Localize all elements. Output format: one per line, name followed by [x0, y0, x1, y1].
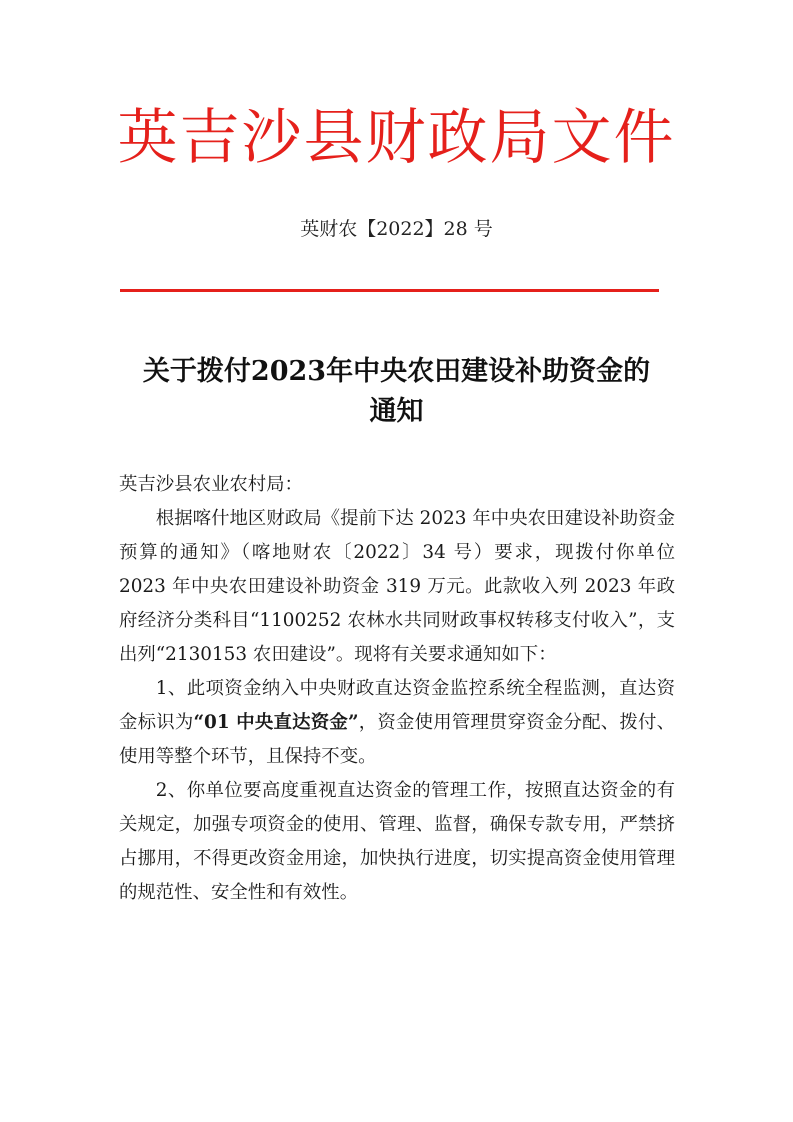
document-body: [119, 468, 675, 910]
document-number: 英财农【2022】28 号: [300, 218, 493, 240]
item-1-text-after: ，资金使用管理贯穿资金分配、拨付、使用等整个环节，且保持不变。: [119, 712, 675, 767]
document-title: [100, 352, 693, 432]
item-1-bold-label: “01 中央直达资金”: [193, 712, 359, 733]
salutation: 英吉沙县农业农村局：: [119, 474, 303, 495]
document-title-line-1: 关于拨付2023年中央农田建设补助资金的: [142, 356, 651, 387]
item-1-text-before: 1、此项资金纳入中央财政直达资金监控系统全程监测，直达资金标识为: [119, 678, 675, 733]
document-title-line-2: 通知: [369, 396, 424, 427]
body-item-2: 2、你单位要高度重视直达资金的管理工作，按照直达资金的有关规定，加强专项资金的使用、管理、监督，确保专款专用，严禁挤占挪用，不得更改资金用途，加快执行进度，切实提高资金使用管理的规范性、安全性和有效性。: [119, 780, 675, 903]
body-item-1: [119, 672, 675, 774]
red-divider-line: [120, 289, 659, 292]
body-paragraph-1: 根据喀什地区财政局《提前下达 2023 年中央农田建设补助资金预算的通知》（喀地财农〔2022〕34 号）要求，现拨付你单位 2023 年中央农田建设补助资金 319 万元。此款收入列 2023 年政府经济分类科目“1100252 农林水共同财政事权转移支付收入”，支出列“2130153 农田建设”。现将有关要求通知如下：: [119, 508, 675, 665]
agency-header-title: 英吉沙县财政局文件: [117, 103, 676, 173]
